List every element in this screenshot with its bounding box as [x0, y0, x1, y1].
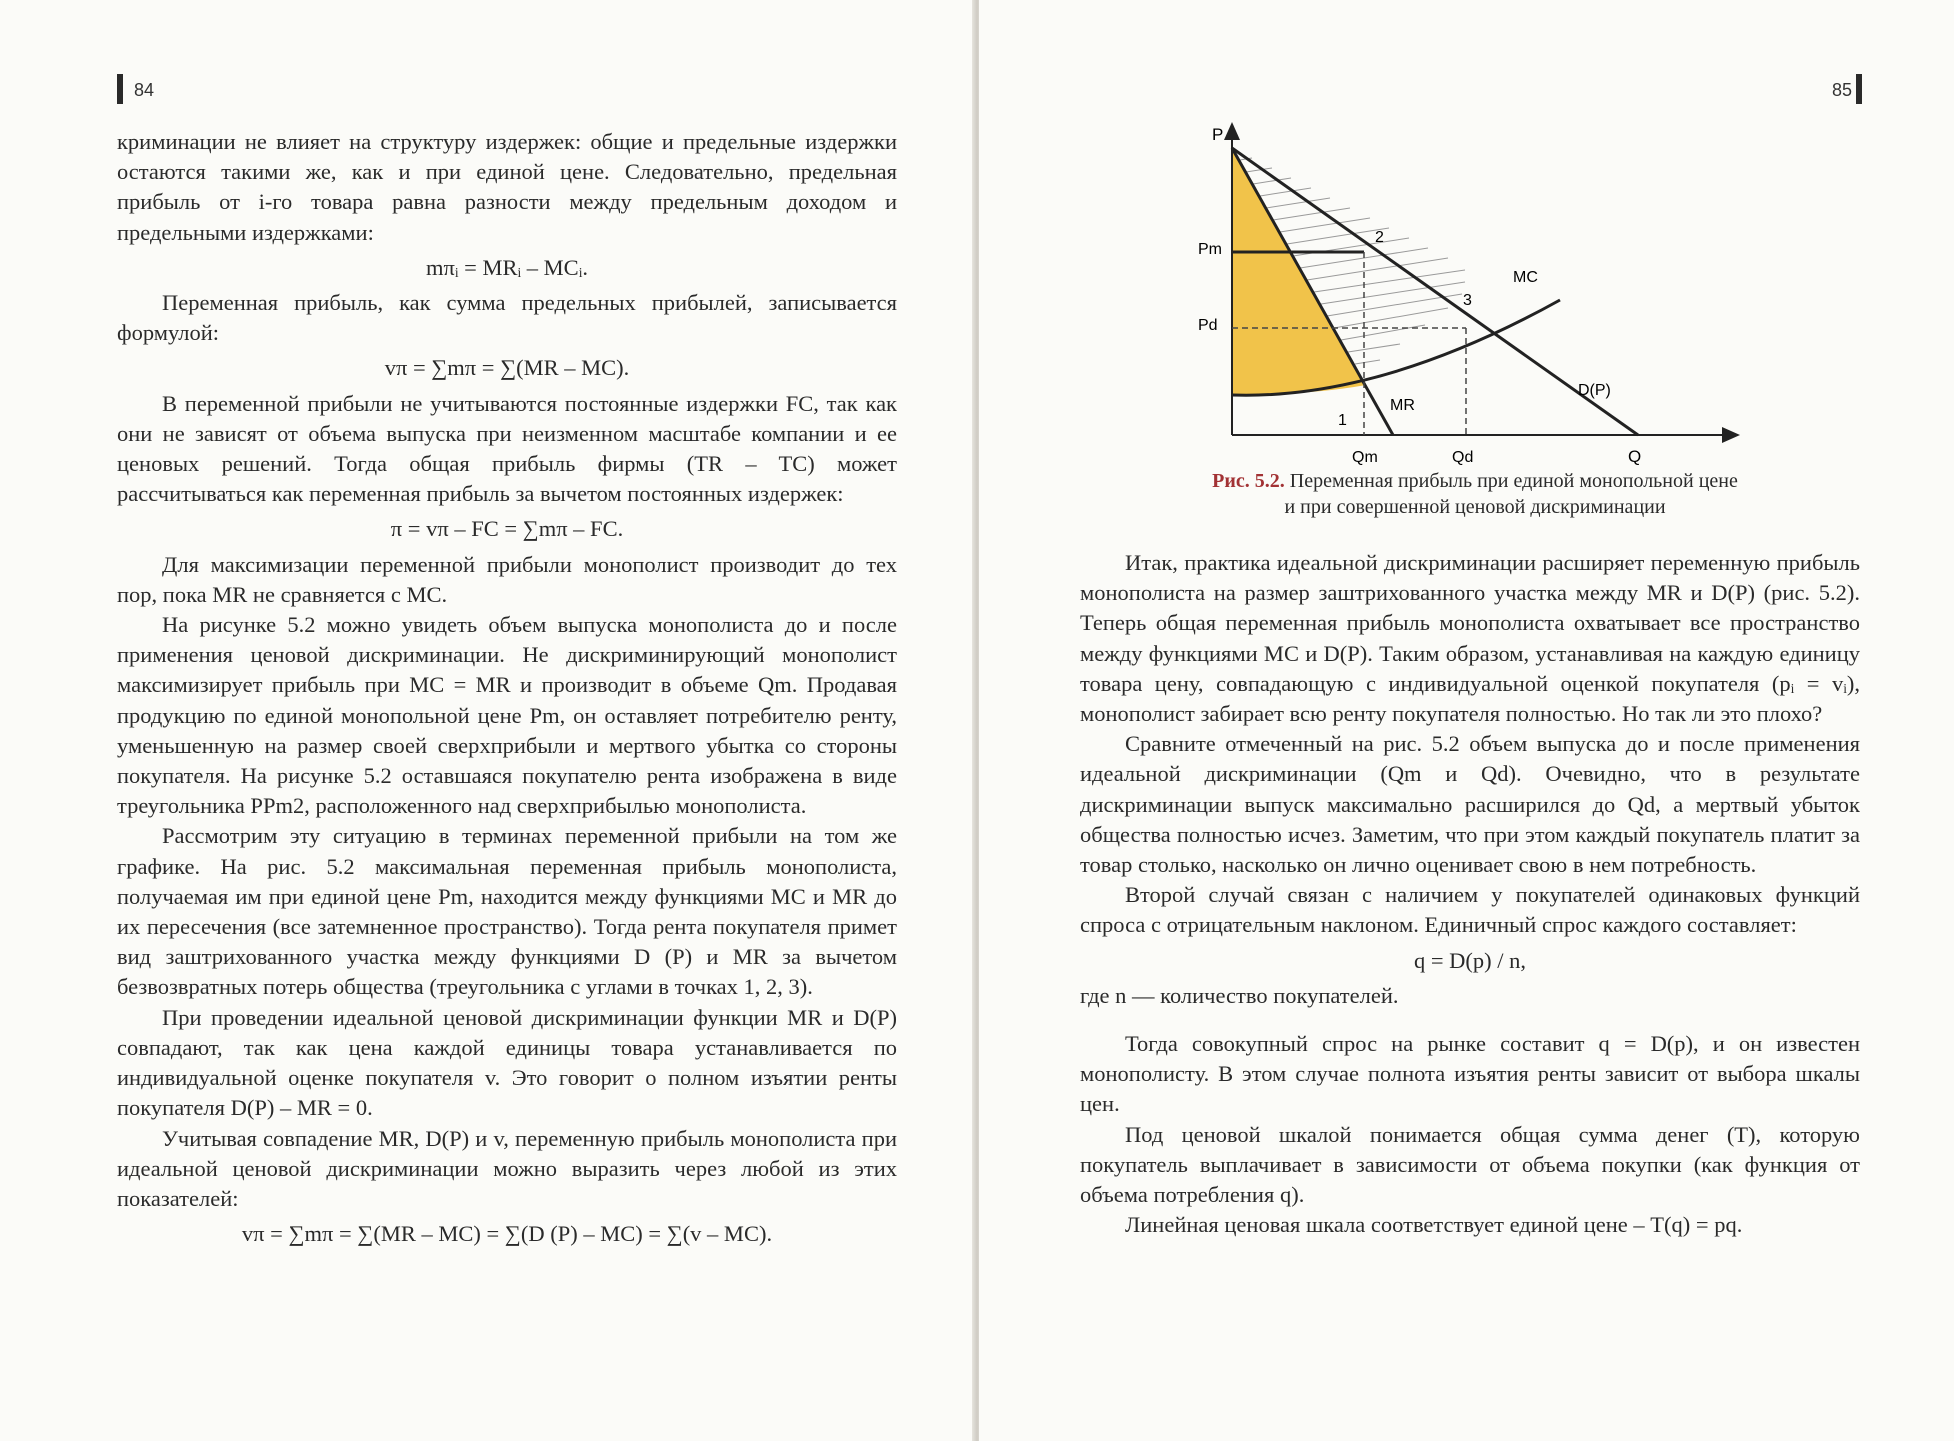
page-number: 85 [1832, 80, 1853, 100]
label-mr: MR [1390, 397, 1415, 414]
formula: vπ = ∑mπ = ∑(MR – MC) = ∑(D (P) – MC) = ∑(v – MC). [241, 1221, 773, 1247]
axis-label-p: P [1212, 125, 1224, 144]
paragraph: Линейная ценовая шкала соответствует единой цене – T(q) = pq. [1125, 1212, 1743, 1238]
paragraph: Итак, практика идеальной дискриминации расширяет переменную прибыль монополиста на размер заштрихованного участка между MR и D(P) (рис. 5.2). Теперь общая переменная прибыль монополиста охватывает все пространство между функциями MC и D(P). Таким образом, устанавливая на каждую единицу товара цену, совпадающую с индивидуальной оценкой покупателя (pᵢ = vᵢ), монополист забирает всю ренту покупателя полностью. Но так ли это плохо? [1080, 550, 1860, 727]
label-dp: D(P) [1578, 382, 1611, 399]
page-number: 84 [134, 80, 155, 100]
label-qm: Qm [1352, 449, 1378, 466]
paragraph: Переменная прибыль, как сумма предельных прибылей, записывается формулой: [117, 290, 897, 346]
page-marker [117, 74, 123, 104]
paragraph: В переменной прибыли не учитываются постоянные издержки FC, так как они не зависят от объема выпуска при неизменном масштабе компании и ее ценовых решений. Тогда общая прибыль фирмы (TR – TC) может рассчитываться как переменная прибыль за вычетом постоянных издержек: [117, 390, 897, 507]
paragraph: При проведении идеальной ценовой дискриминации функции MR и D(P) совпадают, так как цена каждой единицы товара устанавливается по индивидуальной оценке покупателя v. Это говорит о полном изъятии ренты покупателя D(P) – MR = 0. [117, 1004, 897, 1121]
figure-svg [1180, 120, 1750, 472]
paragraph: Сравните отмеченный на рис. 5.2 объем выпуска до и после применения идеальной дискриминации (Qm и Qd). Очевидно, что в результате дискриминации выпуск максимально расширился до Qd, а мертвый убыток общества полностью исчез. Заметим, что при этом каждый покупатель платит за товар столько, насколько он лично оценивает свою в нем потребность. [1080, 731, 1860, 878]
formula: vπ = ∑mπ = ∑(MR – MC). [384, 355, 630, 381]
formula: mπᵢ = MRᵢ – MCᵢ. [426, 254, 588, 280]
paragraph: На рисунке 5.2 можно увидеть объем выпуска монополиста до и после применения ценовой дискриминации. Не дискриминирующий монополист максимизирует прибыль при MC = MR и производит в объеме Qm. Продавая продукцию по единой монопольной цене Pm, он оставляет потребителю ренту, уменьшенную на размер своей сверхприбыли и мертвого убытка со стороны покупателя. На рисунке 5.2 оставшаяся покупателю рента изображена в виде треугольника PPm2, расположенного над сверхприбылью монополиста. [117, 612, 897, 819]
label-mc: MC [1513, 269, 1538, 286]
label-pm: Pm [1198, 241, 1222, 258]
point-label-1: 1 [1338, 412, 1347, 429]
figure-caption [1090, 468, 1860, 520]
paragraph: криминации не влияет на структуру издержек: общие и предельные издержки остаются такими же, как и при единой цене. Следовательно, предельная прибыль от i-го товара равна разности между предельным доходом и предельными издержками: [117, 129, 897, 245]
right-body-text [1080, 548, 1860, 1240]
label-qd: Qd [1452, 449, 1474, 466]
caption-line-1: Переменная прибыль при единой монопольной цене [1289, 470, 1738, 492]
caption-label: Рис. 5.2. [1212, 470, 1285, 492]
paragraph: Учитывая совпадение MR, D(P) и v, переменную прибыль монополиста при идеальной ценовой дискриминации можно выразить через любой из этих показателей: [117, 1125, 897, 1211]
point-label-3: 3 [1463, 292, 1472, 309]
left-body-text [117, 127, 897, 1254]
paragraph: Для максимизации переменной прибыли монополист производит до тех пор, пока MR не сравняется с MC. [117, 551, 897, 607]
figure-5-2 [1180, 120, 1750, 472]
paragraph: Рассмотрим эту ситуацию в терминах переменной прибыли на том же графике. На рис. 5.2 максимальная переменная прибыль монополиста, получаемая им при единой цене Pm, находится между функциями MC и MR до их пересечения (все затемненное пространство). Тогда рента покупателя примет вид заштрихованного участка между функциями D (P) и MR за вычетом безвозвратных потерь общества (треугольника с углами в точках 1, 2, 3). [117, 823, 897, 1000]
point-label-2: 2 [1375, 229, 1384, 246]
formula: q = D(p) / n, [1413, 947, 1527, 973]
axis-label-q: Q [1628, 447, 1642, 466]
page-marker [1856, 74, 1862, 104]
caption-line-2: и при совершенной ценовой дискриминации [1284, 496, 1666, 518]
formula: π = vπ – FC = ∑mπ – FC. [390, 516, 624, 542]
label-pd: Pd [1198, 317, 1218, 334]
paragraph: где n — количество покупателей. [1080, 982, 1399, 1008]
paragraph: Под ценовой шкалой понимается общая сумма денег (T), которую покупатель выплачивает в зависимости от объема покупки (как функция от объема потребления q). [1080, 1121, 1860, 1208]
left-page [0, 0, 975, 1441]
paragraph: Тогда совокупный спрос на рынке составит q = D(p), и он известен монополисту. В этом случае полнота изъятия ренты зависит от выбора шкалы цен. [1080, 1031, 1860, 1117]
paragraph: Второй случай связан с наличием у покупателей одинаковых функций спроса с отрицательным наклоном. Единичный спрос каждого составляет: [1080, 882, 1860, 938]
